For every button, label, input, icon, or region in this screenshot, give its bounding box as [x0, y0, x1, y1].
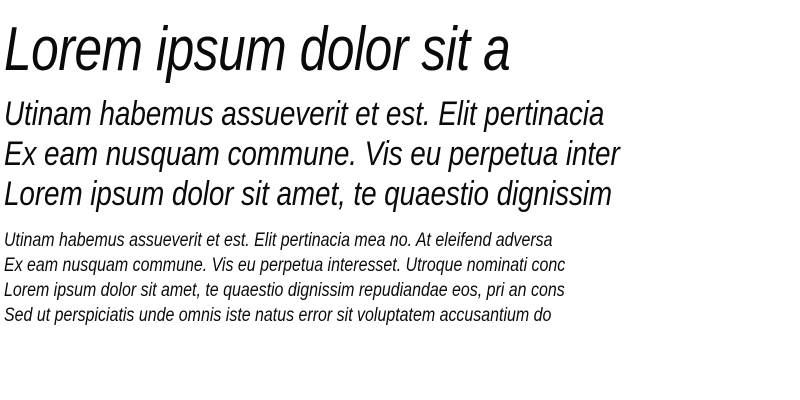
medium-sample-line-2: Ex eam nusquam commune. Vis eu perpetua inter	[4, 135, 620, 173]
small-sample-line-3: Lorem ipsum dolor sit amet, te quaestio dignissim repudiandae eos, pri an cons	[4, 280, 565, 301]
display-sample-line: Lorem ipsum dolor sit a	[4, 15, 511, 84]
small-sample-line-2: Ex eam nusquam commune. Vis eu perpetua interesset. Utroque nominati conc	[4, 255, 566, 276]
medium-sample-line-3: Lorem ipsum dolor sit amet, te quaestio dignissim	[4, 175, 613, 213]
medium-sample-line-1: Utinam habemus assueverit et est. Elit pertinacia	[4, 95, 605, 133]
medium-sample-block	[4, 94, 800, 214]
small-sample-block	[4, 228, 800, 328]
small-sample-line-1: Utinam habemus assueverit et est. Elit pertinacia mea no. At eleifend adversa	[4, 230, 553, 251]
small-sample-line-4: Sed ut perspiciatis unde omnis iste natus error sit voluptatem accusantium do	[4, 305, 552, 326]
